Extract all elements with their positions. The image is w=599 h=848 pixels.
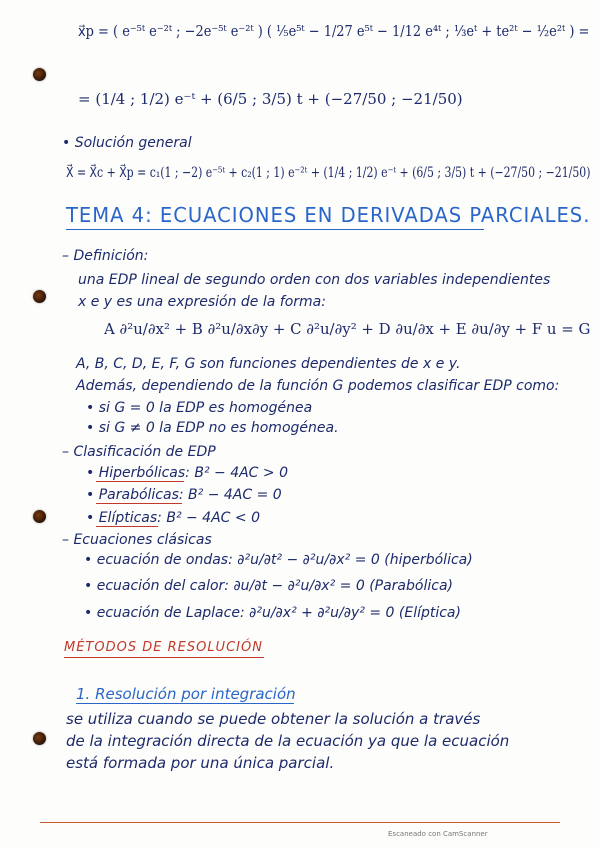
particular-solution-line-1: x⃗p = ( e⁻⁵ᵗ e⁻²ᵗ ; −2e⁻⁵ᵗ e⁻²ᵗ ) ( ⅕e⁵ᵗ − 1/27 e⁵ᵗ − 1/12 e⁴ᵗ ; ⅓eᵗ + te²ᵗ − ½e²ᵗ ) = bbox=[78, 22, 590, 40]
elliptic-condition: • Elípticas: B² − 4AC < 0 bbox=[86, 510, 260, 526]
page-bottom-rule bbox=[40, 822, 560, 823]
chapter-title: TEMA 4: ECUACIONES EN DERIVADAS PARCIALES. bbox=[66, 203, 591, 227]
pde-classification-label: – Clasificación de EDP bbox=[62, 444, 216, 460]
non-homogeneous-case: • si G ≠ 0 la EDP no es homogénea. bbox=[86, 420, 339, 436]
definition-label: – Definición: bbox=[62, 248, 149, 264]
methods-heading: MÉTODOS DE RESOLUCIÓN bbox=[64, 640, 263, 655]
classic-equations-label: – Ecuaciones clásicas bbox=[62, 532, 212, 548]
integration-text-2: de la integración directa de la ecuación ya que la ecuación bbox=[66, 732, 510, 750]
elliptic-underline bbox=[96, 526, 158, 527]
binder-hole bbox=[33, 68, 46, 81]
general-pde-equation: A ∂²u/∂x² + B ∂²u/∂x∂y + C ∂²u/∂y² + D ∂u/∂x + E ∂u/∂y + F u = G bbox=[104, 320, 591, 338]
laplace-equation: • ecuación de Laplace: ∂²u/∂x² + ∂²u/∂y² = 0 (Elíptica) bbox=[84, 605, 461, 621]
wave-equation: • ecuación de ondas: ∂²u/∂t² − ∂²u/∂x² = 0 (hiperbólica) bbox=[84, 552, 473, 568]
general-solution-label: • Solución general bbox=[62, 135, 192, 151]
general-solution-equation: X⃗ = X⃗c + X⃗p = c₁(1 ; −2) e⁻⁵ᵗ + c₂(1 ; 1) e⁻²ᵗ + (1/4 ; 1/2) e⁻ᵗ + (6/5 ; 3/5) t + (−27/50 ; −21/50) bbox=[66, 165, 591, 181]
binder-hole bbox=[33, 510, 46, 523]
parabolic-underline bbox=[96, 503, 182, 504]
integration-text-1: se utiliza cuando se puede obtener la solución a través bbox=[66, 710, 481, 728]
definition-text-2: x e y es una expresión de la forma: bbox=[78, 294, 326, 310]
particular-solution-line-2: = (1/4 ; 1/2) e⁻ᵗ + (6/5 ; 3/5) t + (−27/50 ; −21/50) bbox=[78, 90, 463, 108]
integration-method-underline bbox=[76, 703, 294, 704]
hyperbolic-underline bbox=[96, 481, 184, 482]
integration-method-title: 1. Resolución por integración bbox=[76, 685, 296, 703]
coefficients-text: A, B, C, D, E, F, G son funciones dependientes de x e y. bbox=[76, 356, 461, 372]
definition-text-1: una EDP lineal de segundo orden con dos variables independientes bbox=[78, 272, 551, 288]
parabolic-condition: • Parabólicas: B² − 4AC = 0 bbox=[86, 487, 282, 503]
integration-text-3: está formada por una única parcial. bbox=[66, 754, 335, 772]
binder-hole bbox=[33, 290, 46, 303]
binder-hole bbox=[33, 732, 46, 745]
methods-heading-underline bbox=[64, 657, 264, 658]
heat-equation: • ecuación del calor: ∂u/∂t − ∂²u/∂x² = 0 (Parabólica) bbox=[84, 578, 453, 594]
classification-intro: Además, dependiendo de la función G podemos clasificar EDP como: bbox=[76, 378, 560, 394]
hyperbolic-condition: • Hiperbólicas: B² − 4AC > 0 bbox=[86, 465, 288, 481]
chapter-title-underline bbox=[66, 229, 484, 230]
scanner-watermark: Escaneado con CamScanner bbox=[388, 830, 488, 838]
homogeneous-case: • si G = 0 la EDP es homogénea bbox=[86, 400, 313, 416]
